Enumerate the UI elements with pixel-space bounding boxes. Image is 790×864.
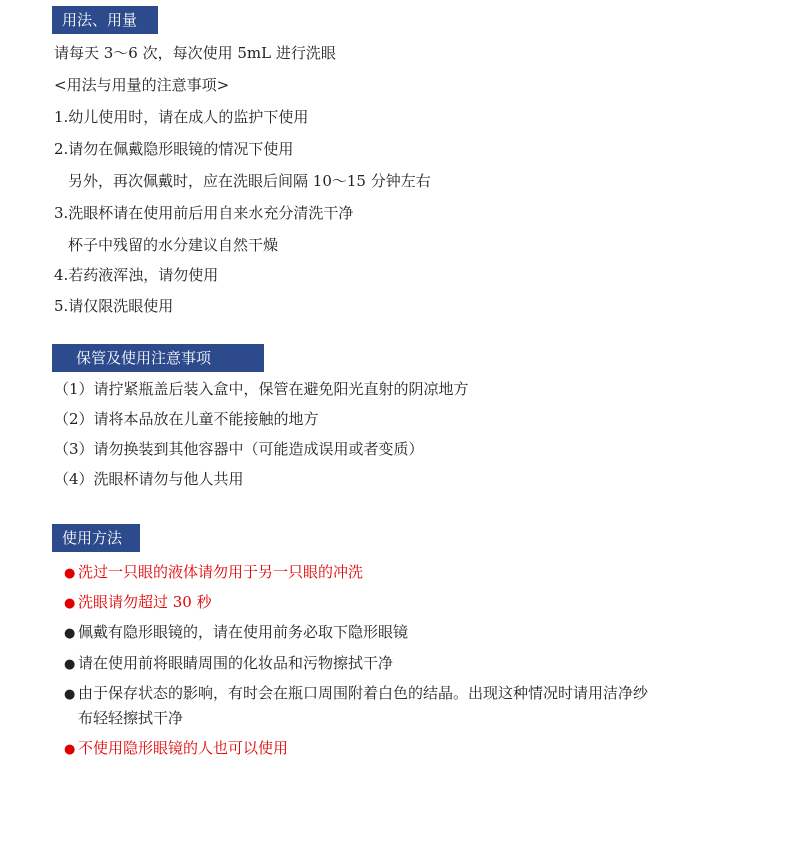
storage-item-3: （3）请勿换装到其他容器中（可能造成误用或者变质）	[54, 440, 424, 458]
usage-note-2-continued: 另外，再次佩戴时，应在洗眼后间隔 10～15 分钟左右	[68, 172, 431, 190]
bullet-icon: ●	[64, 687, 76, 702]
usage-note-3: 3.洗眼杯请在使用前后用自来水充分清洗干净	[54, 204, 354, 222]
storage-item-2: （2）请将本品放在儿童不能接触的地方	[54, 410, 319, 428]
storage-item-4: （4）洗眼杯请勿与他人共用	[54, 470, 244, 488]
method-item-text: 由于保存状态的影响，有时会在瓶口周围附着白色的结晶。出现这种情况时请用洁净纱	[78, 684, 649, 702]
method-item-3	[64, 622, 408, 644]
usage-note-1: 1.幼儿使用时，请在成人的监护下使用	[54, 108, 309, 126]
method-item-text: 洗眼请勿超过 30 秒	[78, 593, 212, 611]
usage-note-3-continued: 杯子中残留的水分建议自然干燥	[68, 236, 279, 254]
section-header-how-to-use: 使用方法	[52, 524, 140, 552]
method-item-text: 佩戴有隐形眼镜的，请在使用前务必取下隐形眼镜	[78, 623, 409, 641]
method-item-6	[64, 738, 288, 760]
bullet-icon: ●	[64, 566, 76, 581]
section-header-usage-dosage: 用法、用量	[52, 6, 158, 34]
bullet-icon: ●	[64, 626, 76, 641]
method-item-1	[64, 562, 363, 584]
section-header-storage-precautions: 保管及使用注意事项	[52, 344, 264, 372]
usage-line-frequency: 请每天 3～6 次，每次使用 5mL 进行洗眼	[54, 44, 336, 62]
bullet-icon: ●	[64, 596, 76, 611]
usage-note-4: 4.若药液浑浊，请勿使用	[54, 266, 219, 284]
storage-item-1: （1）请拧紧瓶盖后装入盒中，保管在避免阳光直射的阴凉地方	[54, 380, 469, 398]
method-item-text: 请在使用前将眼睛周围的化妆品和污物擦拭干净	[78, 654, 394, 672]
usage-note-2: 2.请勿在佩戴隐形眼镜的情况下使用	[54, 140, 294, 158]
usage-notes-heading: <用法与用量的注意事项>	[54, 76, 230, 94]
usage-note-5: 5.请仅限洗眼使用	[54, 297, 174, 315]
method-item-text: 洗过一只眼的液体请勿用于另一只眼的冲洗	[78, 563, 364, 581]
method-item-5	[64, 683, 648, 705]
method-item-2	[64, 592, 212, 614]
bullet-icon: ●	[64, 657, 76, 672]
method-item-text: 不使用隐形眼镜的人也可以使用	[78, 739, 289, 757]
bullet-icon: ●	[64, 742, 76, 757]
method-item-5-continued: 布轻轻擦拭干净	[78, 709, 184, 727]
method-item-4	[64, 653, 393, 675]
